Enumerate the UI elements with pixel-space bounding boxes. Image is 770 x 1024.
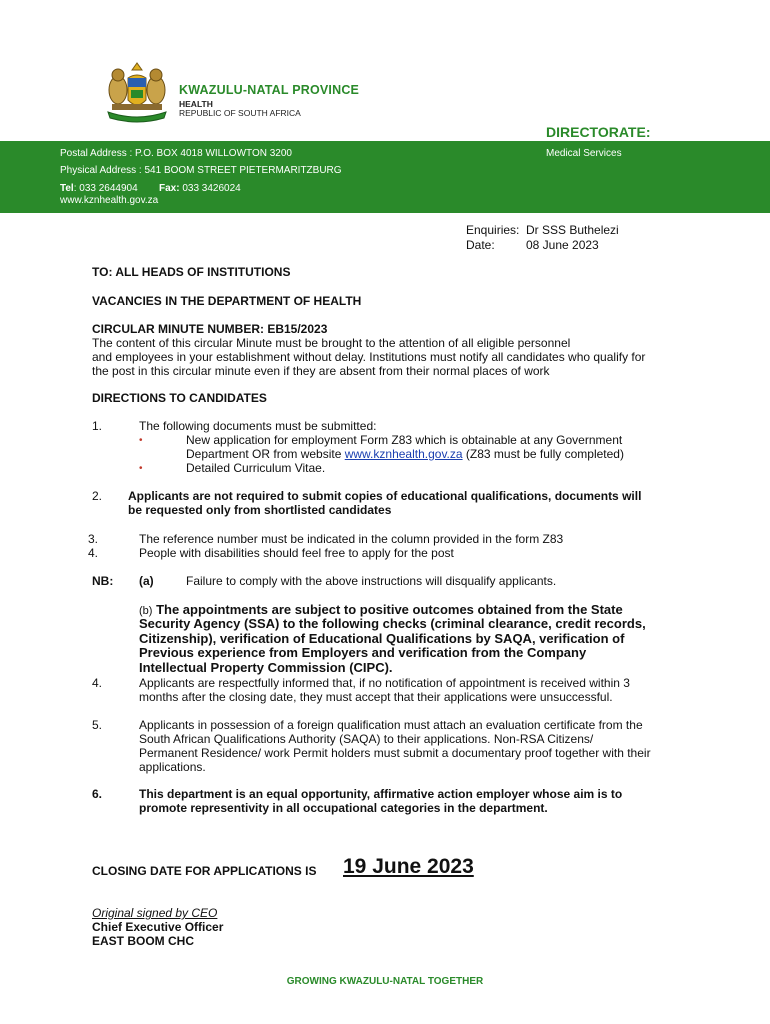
footer-slogan: GROWING KWAZULU-NATAL TOGETHER: [286, 976, 484, 987]
fax: [159, 183, 241, 194]
fax-label: Fax:: [159, 183, 180, 194]
website: www.kznhealth.gov.za: [60, 195, 159, 206]
nb-label: NB:: [92, 574, 114, 588]
item-4-number: 4.: [88, 546, 99, 560]
telephone: [60, 183, 138, 194]
signatory-institution: EAST BOOM CHC: [92, 934, 194, 948]
item-5-line-2: South African Qualifications Authority (SAQA) to their applications. Non-RSA Citizens/: [139, 732, 594, 746]
nb-a-label: (a): [139, 574, 154, 588]
addressee: TO: ALL HEADS OF INSTITUTIONS: [92, 265, 291, 279]
circular-number: [92, 322, 327, 337]
nb-b-label: (b): [139, 605, 153, 617]
enquiries-value: Dr SSS Buthelezi: [526, 223, 619, 237]
tel-label: Tel: [60, 183, 74, 194]
item-2-line-2: be requested only from shortlisted candidates: [128, 503, 392, 517]
subject: VACANCIES IN THE DEPARTMENT OF HEALTH: [92, 294, 362, 308]
item-3-number: 3.: [88, 532, 99, 546]
website-link[interactable]: www.kznhealth.gov.za: [344, 447, 463, 461]
item-4b-line-2: months after the closing date, they must accept that their applications were unsuccessful.: [139, 690, 613, 704]
postal-address: Postal Address : P.O. BOX 4018 WILLOWTON 3200: [60, 148, 292, 159]
department-name: HEALTH: [179, 99, 213, 109]
directorate-value: Medical Services: [546, 148, 622, 159]
tel-value: : 033 2644904: [73, 183, 138, 194]
closing-date: 19 June 2023: [343, 855, 474, 878]
directorate-label: DIRECTORATE:: [546, 124, 651, 140]
nb-b-line-3: Citizenship), verification of Educational Qualifications by SAQA, verification of: [139, 631, 625, 646]
bullet-1-line-1: New application for employment Form Z83 which is obtainable at any Government: [186, 433, 623, 447]
item-2-line-1: Applicants are not required to submit copies of educational qualifications, documents will: [128, 489, 642, 503]
item-4b-number: 4.: [92, 676, 103, 690]
signed-by: Original signed by CEO: [92, 906, 218, 920]
fax-value: 033 3426024: [182, 183, 241, 194]
item-3-text: The reference number must be indicated in the column provided in the form Z83: [139, 532, 564, 546]
nb-a-text: Failure to comply with the above instructions will disqualify applicants.: [186, 574, 557, 588]
bullet-1-line-2-pre: Department OR from website: [186, 447, 345, 461]
item-6-line-1: This department is an equal opportunity, affirmative action employer whose aim is to: [139, 787, 623, 801]
bullet-2-text: Detailed Curriculum Vitae.: [186, 461, 326, 475]
item-1-number: 1.: [92, 419, 103, 433]
bullet-1-line-2: [186, 447, 624, 462]
item-6-number: 6.: [92, 787, 103, 801]
republic-name: REPUBLIC OF SOUTH AFRICA: [179, 108, 301, 118]
physical-address: Physical Address : 541 BOOM STREET PIETERMARITZBURG: [60, 165, 342, 176]
closing-label: CLOSING DATE FOR APPLICATIONS IS: [92, 864, 317, 878]
nb-b-line-1: The appointments are subject to positive outcomes obtained from the State: [156, 602, 623, 617]
signatory-title: Chief Executive Officer: [92, 920, 224, 934]
bullet-1-line-2-post: (Z83 must be fully completed): [462, 447, 624, 461]
item-4b-line-1: Applicants are respectfully informed that, if no notification of appointment is received within 3: [139, 676, 630, 690]
date-label: Date:: [466, 238, 495, 252]
item-5-number: 5.: [92, 718, 103, 732]
bullet-2: •: [139, 463, 143, 474]
intro-line-2: and employees in your establishment without delay. Institutions must notify all candidates who qualify for: [92, 350, 646, 364]
item-5-line-1: Applicants in possession of a foreign qualification must attach an evaluation certificate from the: [139, 718, 643, 732]
item-2-number: 2.: [92, 489, 103, 503]
nb-b-line-5: Intellectual Property Commission (CIPC).: [139, 660, 393, 675]
nb-b-line-4: Previous experience from Employers and verification from the Company: [139, 645, 587, 660]
item-1-text: The following documents must be submitted:: [139, 419, 377, 433]
item-4-text: People with disabilities should feel free to apply for the post: [139, 546, 454, 560]
enquiries-label: Enquiries:: [466, 223, 520, 237]
intro-line-1: The content of this circular Minute must be brought to the attention of all eligible personnel: [92, 336, 571, 350]
bullet-1: •: [139, 435, 143, 446]
item-5-line-3: Permanent Residence/ work Permit holders must submit a documentary proof together with their: [139, 746, 651, 760]
nb-b-line-2: Security Agency (SSA) to the following checks (criminal clearance, credit records,: [139, 616, 646, 631]
circular-value: : EB15/2023: [260, 322, 328, 336]
coat-of-arms-logo: [98, 60, 176, 128]
item-5-line-4: applications.: [139, 760, 206, 774]
circular-label: CIRCULAR MINUTE NUMBER: [92, 322, 260, 336]
directions-heading: DIRECTIONS TO CANDIDATES: [92, 391, 267, 405]
intro-line-3: the post in this circular minute even if they are absent from their normal places of work: [92, 364, 550, 378]
item-6-line-2: promote representivity in all occupational categories in the department.: [139, 801, 548, 815]
province-name: KWAZULU-NATAL PROVINCE: [179, 83, 360, 97]
date-value: 08 June 2023: [526, 238, 599, 252]
